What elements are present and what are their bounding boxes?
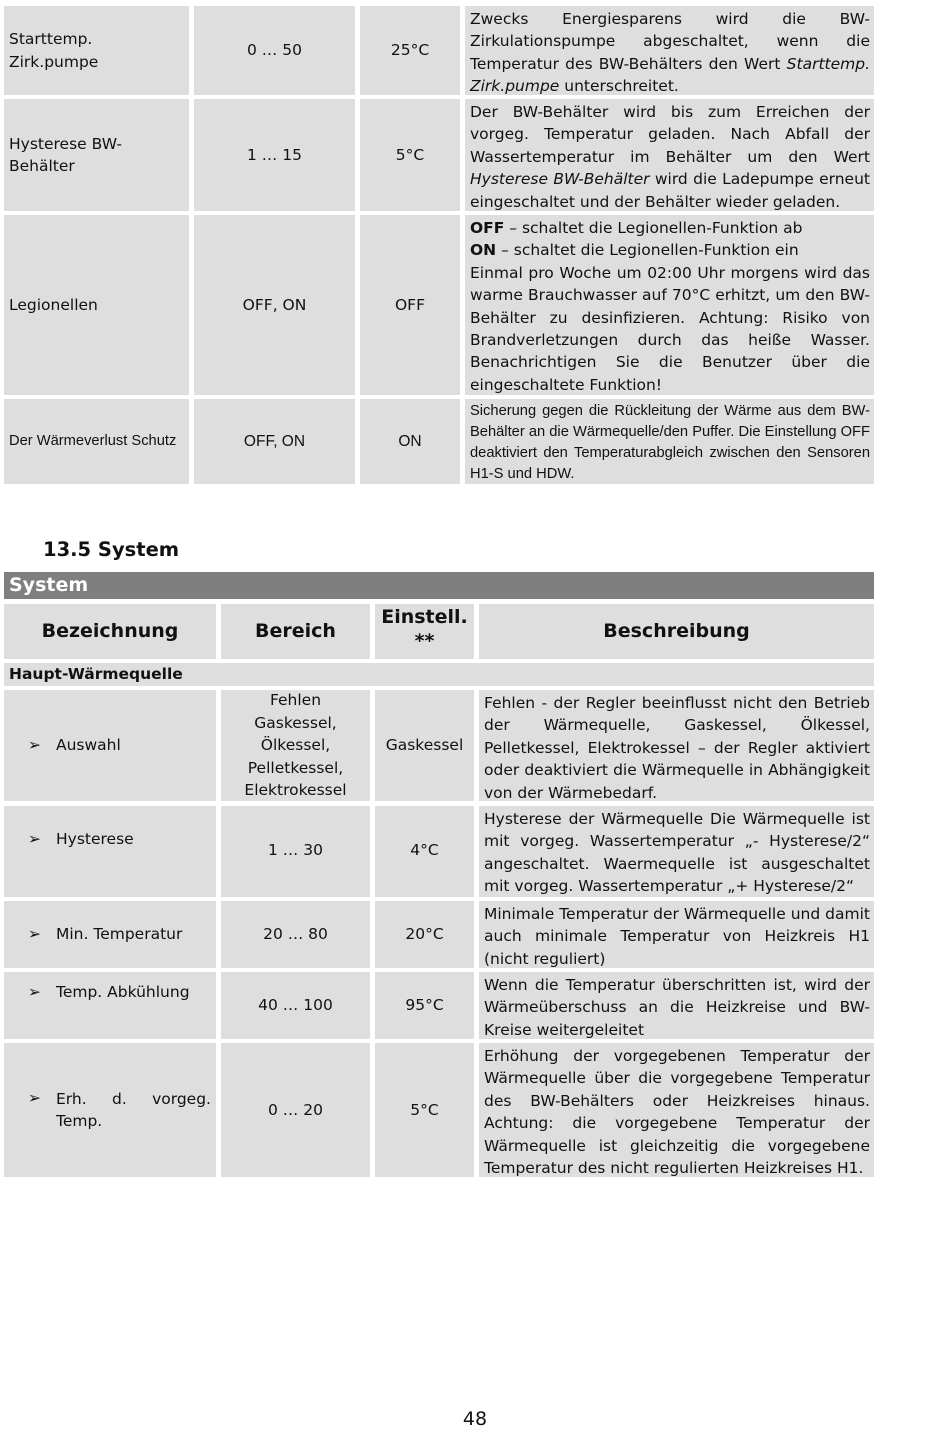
system-row-min-temp-name: ➢ Min. Temperatur — [4, 901, 216, 968]
system-row-min-temp-desc: Minimale Temperatur der Wärmequelle und damit auch minimale Temperatur von Heizkreis H1 (nicht reguliert) — [479, 901, 874, 968]
param-desc-waermeverlust: Sicherung gegen die Rückleitung der Wärme aus dem BW-Behälter an die Wärmequelle/den Puffer. Die Einstellung OFF deaktiviert den Temperaturabgleich zwischen den Sensoren H1-S und HDW. — [465, 399, 874, 484]
param-range-waermeverlust: OFF, ON — [194, 399, 355, 484]
system-row-erhoehung-name: ➢ Erh. d. vorgeg. Temp. — [4, 1043, 216, 1177]
param-range-legionellen: OFF, ON — [194, 215, 355, 395]
system-row-hysterese-name: ➢ Hysterese — [4, 806, 216, 897]
param-setting-legionellen: OFF — [360, 215, 460, 395]
column-header-bereich: Bereich — [221, 604, 370, 659]
bullet-arrow-icon: ➢ — [28, 1089, 41, 1107]
param-name-hysterese-bw: Hysterese BW- Behälter — [4, 99, 189, 211]
system-row-abkuehlung-desc: Wenn die Temperatur überschritten ist, wird der Wärmeüberschuss an die Heizkreise und BW-Kreise weitergeleitet — [479, 972, 874, 1039]
section-heading: 13.5 System — [43, 538, 180, 561]
bullet-arrow-icon: ➢ — [28, 983, 41, 1001]
page-number: 48 — [462, 1408, 488, 1430]
system-row-auswahl-desc: Fehlen - der Regler beeinflusst nicht den Betrieb der Wärmequelle, Gaskessel, Ölkessel, Pelletkessel, Elektrokessel – der Regler aktiviert oder deaktiviert die Wärmequelle in Abhängigkeit von der Wärmebedarf. — [479, 690, 874, 801]
param-setting-waermeverlust: ON — [360, 399, 460, 484]
system-row-min-temp-setting: 20°C — [375, 901, 474, 968]
system-row-abkuehlung-name: ➢ Temp. Abkühlung — [4, 972, 216, 1039]
param-desc-legionellen: OFF – schaltet die Legionellen-Funktion ab ON – schaltet die Legionellen-Funktion ein Einmal pro Woche um 02:00 Uhr morgens wird das warme Brauchwasser auf 70°C erhitzt, um den BW-Behälter zu desinfizieren. Achtung: Risiko von Brandverletzungen durch das heiße Wasser. Benachrichtigen Sie die Benutzer über die eingeschaltete Funktion! — [465, 215, 874, 395]
group-title-haupt-waermequelle: Haupt-Wärmequelle — [4, 663, 874, 686]
bullet-arrow-icon: ➢ — [28, 736, 41, 755]
system-row-hysterese-desc: Hysterese der Wärmequelle Die Wärmequelle ist mit vorgeg. Wassertemperatur „- Hysterese/2“ angeschaltet. Waermequelle ist ausgeschaltet mit vorgeg. Wassertemperatur „+ Hysterese/2“ — [479, 806, 874, 897]
param-range-hysterese-bw: 1 … 15 — [194, 99, 355, 211]
system-row-hysterese-range: 1 … 30 — [221, 806, 370, 897]
param-setting-starttemp: 25°C — [360, 6, 460, 95]
param-name-waermeverlust: Der Wärmeverlust Schutz — [4, 399, 189, 484]
system-row-min-temp-range: 20 … 80 — [221, 901, 370, 968]
system-title-bar: System — [4, 572, 874, 599]
system-row-abkuehlung-range: 40 … 100 — [221, 972, 370, 1039]
param-range-starttemp: 0 … 50 — [194, 6, 355, 95]
column-header-einstell: Einstell. ** — [375, 604, 474, 659]
system-row-erhoehung-desc: Erhöhung der vorgegebenen Temperatur der Wärmequelle über die vorgegebene Temperatur des BW-Behälters oder Heizkreises hinaus. Achtung: die vorgegebene Temperatur der Wärmequelle ist gleichzeitig die vorgegebene Temperatur des nicht regulierten Heizkreises H1. — [479, 1043, 874, 1177]
system-row-erhoehung-range: 0 … 20 — [221, 1043, 370, 1177]
param-name-legionellen: Legionellen — [4, 215, 189, 395]
system-row-abkuehlung-setting: 95°C — [375, 972, 474, 1039]
bullet-arrow-icon: ➢ — [28, 830, 41, 848]
column-header-bezeichnung: Bezeichnung — [4, 604, 216, 659]
bullet-arrow-icon: ➢ — [28, 925, 41, 944]
system-row-auswahl-setting: Gaskessel — [375, 690, 474, 801]
system-row-auswahl-name: ➢ Auswahl — [4, 690, 216, 801]
system-row-hysterese-setting: 4°C — [375, 806, 474, 897]
system-row-erhoehung-setting: 5°C — [375, 1043, 474, 1177]
system-row-auswahl-range: Fehlen Gaskessel, Ölkessel, Pelletkessel, Elektrokessel — [221, 690, 370, 801]
param-name-starttemp: Starttemp. Zirk.pumpe — [4, 6, 189, 95]
param-desc-hysterese-bw: Der BW-Behälter wird bis zum Erreichen der vorgeg. Temperatur geladen. Nach Abfall der Wassertemperatur im Behälter um den Wert Hysterese BW-Behälter wird die Ladepumpe erneut eingeschaltet und der Behälter wieder geladen. — [465, 99, 874, 211]
column-header-beschreibung: Beschreibung — [479, 604, 874, 659]
param-setting-hysterese-bw: 5°C — [360, 99, 460, 211]
param-desc-starttemp: Zwecks Energiesparens wird die BW-Zirkulationspumpe abgeschaltet, wenn die Temperatur des BW-Behälters den Wert Starttemp. Zirk.pumpe unterschreitet. — [465, 6, 874, 95]
